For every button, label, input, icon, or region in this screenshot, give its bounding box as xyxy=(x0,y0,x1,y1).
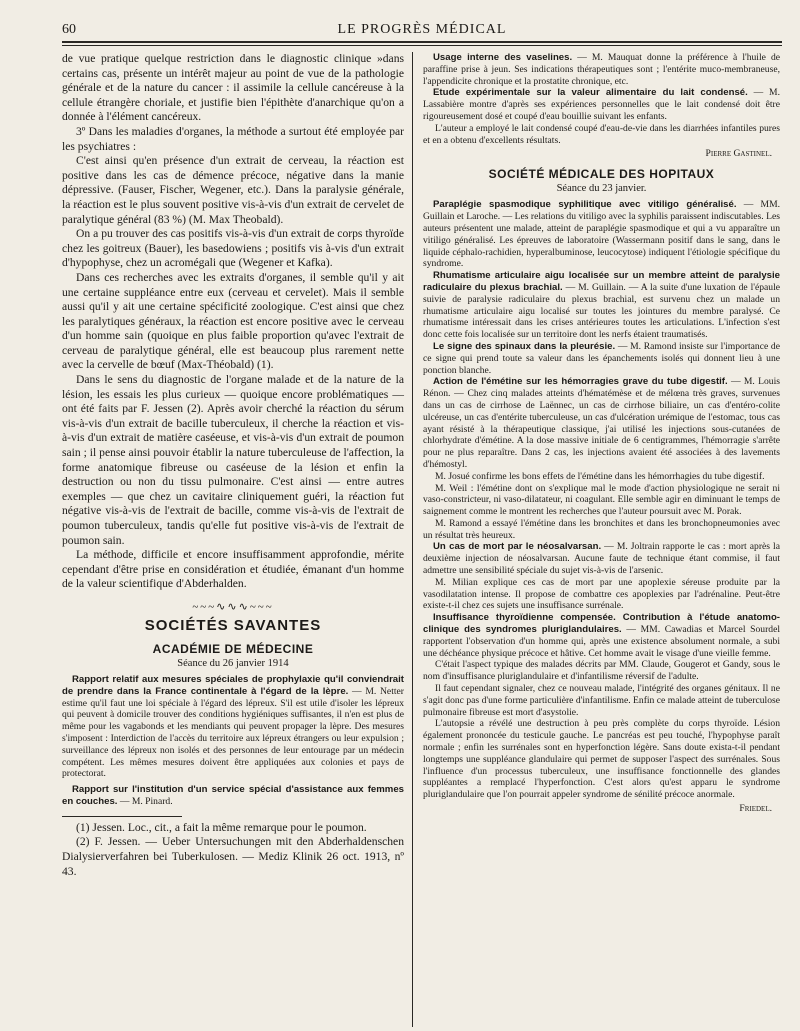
section-title: SOCIÉTÉS SAVANTES xyxy=(144,616,322,634)
report-text: — M. Joltrain rapporte le cas : mort après la deuxième injection de néosalvarsan. Aucune faute de technique étant commise, il faut admettre une sensibilité spéciale du sujet vis-à-vis de l'arsenic. xyxy=(423,541,780,577)
journal-title: LE PROGRÈS MÉDICAL xyxy=(337,22,507,37)
paragraph: C'est ainsi qu'en présence d'un extrait de cerveau, la réaction est positive dans les cas de démence précoce, négative dans la manie dépressive. (Fauser, Fischer, Wegener, etc.). Dans la paralysie générale, la réaction est le plus souvent positive vis-à-vis d'un extrait de cervelet de paralytique général (83 %) (M. Max Theobald). xyxy=(62,154,404,226)
paragraph: de vue pratique quelque restriction dans le diagnostic clinique »dans certains cas, présente un intérêt majeur au point de vue de la pathologie générale et de la nature du cancer : il assimile la cellule cancéreuse à la cellule étrangère choriale, et justifie bien l'épithète d'anarchique qu'on a donnée à l'élément cancéreux. xyxy=(62,52,404,124)
paragraph: M. Ramond a essayé l'émétine dans les bronchites et dans les bronchopneumonies avec un résultat très heureux. xyxy=(423,517,780,541)
paragraph: C'était l'aspect typique des malades décrits par MM. Claude, Gougerot et Gandy, sous le nom d'insuffisance pluriglandulaire et d'infantilisme réversif de l'adulte. xyxy=(423,659,780,683)
report-text: — M. Mauquat donne la préférence à l'huile de paraffine prise à jeun. Ses indications thérapeutiques sont ; l'entérite muco-membraneuse, l'appendicite chronique et la prostatite chronique, etc. xyxy=(423,52,780,87)
society-title: ACADÉMIE DE MÉDECINE xyxy=(152,641,314,656)
report-text: — M. Guillain. — A la suite d'une luxation de l'épaule suivie de paralysie radiculaire du plexus brachial, est survenu chez un malade un rhumatisme articulaire aigu localisé sur toutes les jointures du membre paralysé. Ce rhumatisme intéressait dans les crises antérieures toutes les articulations. L'infection s'est donc cette fois localisée sur un territoire dont les nerfs étaient traumatisés. xyxy=(423,281,780,341)
report-entry xyxy=(423,87,780,122)
report-text: — M. Netter estime qu'il faut une loi spéciale à l'égard des lépreux. S'il est utile d'isoler les lépreux qui peuvent à domicile trouver des conditions hygiéniques suffisantes, il n'en est plus de même pour les vagabonds et les mendiants qui peuvent propager la lèpre. Des mesures s'imposent : Interdiction de l'accès du territoire aux lépreux étrangers ou leur expulsion ; surveillance des lépreux non isolés et des personnes de leur entourage par un médecin compétent. Les mêmes mesures doivent être appliquées aux colonies et pays de protectorat. xyxy=(62,685,404,780)
paragraph: M. Weil : l'émétine dont on s'explique mal le mode d'action physiologique ne serait ni vaso-constricteur, ni vaso-dilatateur, ni coagulant. Elle semble agir en diminuant le temps de saignement comme le montrent les recherches que l'auteur poursuit avec M. Porak. xyxy=(423,482,780,518)
report-title: Usage interne des vaselines. xyxy=(433,52,573,63)
paragraph: L'autopsie a révélé une destruction à peu près complète du corps thyroïde. Lésion également prononcée du testicule gauche. Le pancréas est peu touché, l'hypophyse paraît normale ; enfin les surrénales sont en hyperfonction légère. Sans doute exista-t-il pendant longtemps une suppléance glandulaire qui permet de supposer l'aspect des surrénales. Sous l'influence d'un processus tuberculeux, une insuffisance fonctionnelle des glandes suppléantes a remplacé l'hyperfonction. C'est alors qu'est apparu le syndrome pluriglandulaire que l'on pourrait appeler syndrome de sénilité précoce anormale. xyxy=(423,718,780,801)
report-text: — MM. Guillain et Laroche. — Les relations du vitiligo avec la syphilis paraissent indiscutables. Les auteurs présentent une malade, atteint de paraplégie spasmodique et qui a vu apparaître un vitiligo généralisé. Les épreuves de laboratoire (Wassermann positif dans le sang, dans le liquide céphalo-rachidien, hyperalbuminose, leucocytose) indiquent l'étiologie spécifique du syndrome. xyxy=(423,199,780,270)
report-title: Insuffisance thyroïdienne compensée. Contribution à l'étude anatomo-clinique des syndromes pluriglandulaires. xyxy=(423,612,780,636)
footnote: (2) F. Jessen. — Ueber Untersuchungen mit den Abderhaldenschen Dialysierverfahren bei Tuberkulosen. — Mediz Klinik 26 oct. 1913, nº 43. xyxy=(62,835,404,878)
report-text: — M. Louis Rénon. — Chez cinq malades atteints d'hématémèse et de mélœna très graves, survenues dans un cas de cirrhose de Laënnec, un cas de cirrhose biliaire, un cas d'entéro-colite ulcéreuse, un cas d'entérite tuberculeuse, un cas d'ulcération urémique de l'estomac, tous cas ayant résisté à la thérapeutique classique, j'ai utilisé les injections sous-cutanées de chlorhydrate d'émétine. A la dose massive initiale de 6 centigrammes, l'hémorragie s'arrête pour ne plus reparaître. Dans 2 cas, les injections avaient été associées à des lavements d'hémostyl. xyxy=(423,376,780,470)
paragraph: 3º Dans les maladies d'organes, la méthode a surtout été employée par les psychiatres : xyxy=(62,124,404,153)
signature: Friedel. xyxy=(739,803,772,815)
report-entry xyxy=(62,674,404,780)
paragraph: On a pu trouver des cas positifs vis-à-vis d'un extrait de corps thyroïde chez les goitreux (Bauer), les basedowiens ; positifs vis à-vis d'un extrait d'hypophyse, chez un acromégali que (Wegener et Kafka). xyxy=(62,227,404,270)
report-entry xyxy=(423,612,780,659)
left-column xyxy=(62,52,412,1027)
report-title: Rhumatisme articulaire aigu localisée sur un membre atteint de paralysie radiculaire du plexus brachial. xyxy=(423,270,780,293)
report-entry xyxy=(62,784,404,808)
paragraph: M. Josué confirme les bons effets de l'émétine dans les hémorrhagies du tube digestif. xyxy=(435,470,765,482)
session-date: Séance du 26 janvier 1914 xyxy=(177,657,289,669)
report-text: — MM. Cawadias et Marcel Sourdel rapportent l'observation d'un homme qui, après une existence absolument normale, a subi une déchéance physique précoce et hâtive. Cet homme avait le visage d'une vieille femme. xyxy=(423,624,780,659)
footnote: (1) Jessen. Loc., cit., a fait la même remarque pour le poumon. xyxy=(76,820,367,834)
report-entry xyxy=(423,199,780,270)
paragraph: Dans ces recherches avec les extraits d'organes, il semble qu'il y ait une certaine suppléance entre eux (cerveau et cervelet). Mais il semble aussi qu'il y ait une certaine spécificité zoologique. C'est ainsi que chez les paralytiques généraux, la réaction est encore positive avec le cerveau d'un homme sain (quoique en plus faible proportion qu'avec l'extrait de cerveau de paralytique général, elle est beaucoup plus rarement nette avec la cervelle de bœuf (Max-Théobald) (1). xyxy=(62,270,404,372)
report-text: — M. Lassabière montre d'après ses expériences personnelles que le lait condensé doit être rigoureusement dosé et coupé d'eau bouillie suivant les enfants. xyxy=(423,87,780,122)
report-text: — M. Pinard. xyxy=(119,795,173,807)
right-column xyxy=(412,52,780,1027)
page-header xyxy=(62,0,782,42)
report-entry xyxy=(423,52,780,87)
report-title: Le signe des spinaux dans la pleurésie. xyxy=(433,340,616,352)
report-title: Action de l'émétine sur les hémorragies grave du tube digestif. xyxy=(433,376,728,388)
report-title: Un cas de mort par le néosalvarsan. xyxy=(433,541,602,553)
paragraph: L'auteur a employé le lait condensé coupé d'eau-de-vie dans les diarrhées infantiles pures et en a obtenu d'excellents résultats. xyxy=(423,122,780,146)
paragraph: La méthode, difficile et encore insuffisamment approfondie, mérite cependant d'être prise en considération et étudiée, émanant d'un homme de la valeur scientifique d'Abderhalden. xyxy=(62,548,404,591)
header-rule xyxy=(62,41,782,46)
page-number: 60 xyxy=(62,22,76,37)
columns xyxy=(62,52,782,1027)
section-separator: ~~~∿∿∿~~~ xyxy=(192,600,274,613)
paragraph: M. Milian explique ces cas de mort par une apoplexie séreuse produite par la vasodilatation intense. Il propose de combattre ces apoplexies par l'adrénaline. Peut-être existe-t-il chez ces sujets une insuffisance surrénale. xyxy=(423,576,780,612)
report-entry xyxy=(423,270,780,341)
signature: Pierre Gastinel. xyxy=(705,148,772,160)
report-title: Rapport sur l'institution d'un service spécial d'assistance aux femmes en couches. xyxy=(62,784,404,807)
paragraph: Dans le sens du diagnostic de l'organe malade et de la nature de la lésion, les essais les plus curieux — quoique encore problématiques — ont été faits par F. Jessen (2). Après avoir cherché la réaction du sérum vis-à-vis d'un extrait de bacille tuberculeux, il cherche la réaction et vis-à-vis d'un extrait de matière caséeuse, et vis-à-vis d'un extrait de poumon sain ; il pense ainsi pouvoir établir la nature tuberculeuse de l'affection, la forme anatomique fibreuse ou caséeuse de la lésion et enfin la destruction ou non du tissu pulmonaire. C'est ainsi — entre autres exemples — que chez un cavitaire cliniquement guéri, la réaction fut négative vis-à-vis de l'extrait de bacille, comme vis-à-vis de l'extrait de poumon tuberculeux, tandis qu'elle fut positive vis-à-vis de l'extrait de poumon sain. xyxy=(62,373,404,547)
report-entry xyxy=(423,376,780,470)
report-entry xyxy=(423,541,780,576)
report-text: — M. Ramond insiste sur l'importance de ce signe qui prend toute sa valeur dans les épanchements isolés qui donnent lieu à une ponction blanche. xyxy=(423,340,780,376)
report-title: Paraplégie spasmodique syphilitique avec vitiligo généralisé. xyxy=(433,199,737,211)
report-entry xyxy=(423,341,780,376)
report-title: Rapport relatif aux mesures spéciales de prophylaxie qu'il conviendrait de prendre dans la France continentale à l'égard de la lèpre. xyxy=(62,673,404,697)
session-date: Séance du 23 janvier. xyxy=(556,183,647,195)
footnote-rule xyxy=(62,816,182,817)
paragraph: Il faut cependant signaler, chez ce nouveau malade, l'intégrité des organes génitaux. Il ne s'agit donc pas d'une forme particulière d'infantilisme. Enfin ce malade atteint de tuberculose pulmonaire fibreuse est mort d'asystolie. xyxy=(423,683,780,718)
society-title: SOCIÉTÉ MÉDICALE DES HOPITAUX xyxy=(488,167,715,182)
report-title: Etude expérimentale sur la valeur alimentaire du lait condensé. xyxy=(433,87,748,99)
